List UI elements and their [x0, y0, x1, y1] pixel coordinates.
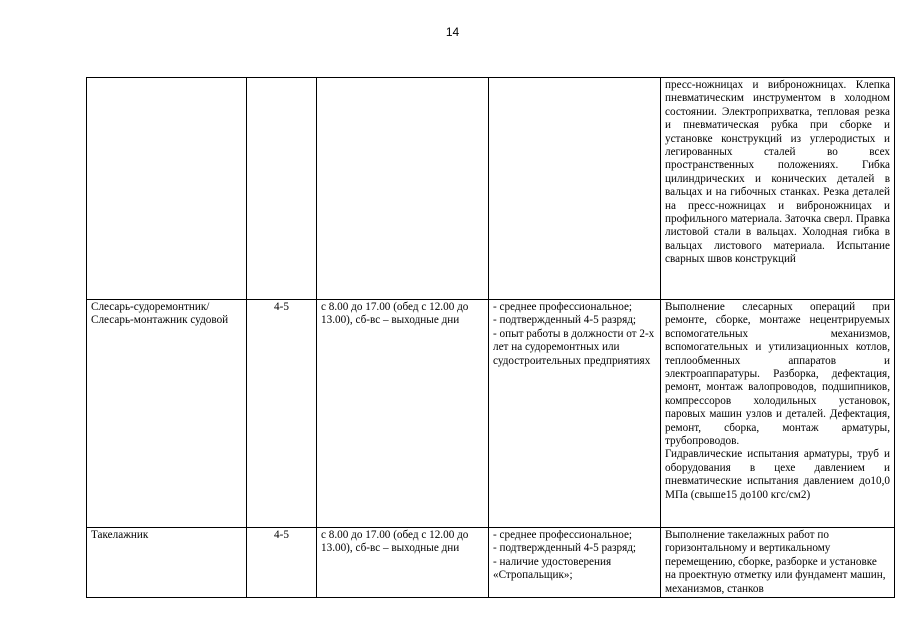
duties-cell: пресс-ножницах и виброножницах. Клепка пневматическим инструментом в холодном состоянии. Электроприхватка, тепловая резка и пневматическая рубка при сборке и установке конструкций из углеродистых и легированных сталей во всех пространственных положениях. Гибка цилиндрических и конических деталей в вальцах и на гибочных станках. Резка деталей на пресс-ножницах и виброножницах и профильного материала. Заточка сверл. Правка листовой стали в вальцах. Холодная гибка в вальцах листового материала. Испытание сварных швов конструкций: [661, 78, 895, 300]
table-row: [87, 78, 895, 300]
requirement-item: - среднее профессиональное;: [493, 529, 633, 541]
schedule-cell: с 8.00 до 17.00 (обед с 12.00 до 13.00), сб-вс – выходные дни: [317, 528, 489, 598]
grade-cell: 4-5: [247, 300, 317, 528]
requirement-item: - подтвержденный 4-5 разряд;: [493, 542, 637, 555]
vacancy-table: [86, 77, 895, 598]
duties-text-extra: Гидравлические испытания арматуры, труб и оборудования в цехе давлением и пневматические испытания давлением до10,0 МПа (свыше15 до100 кгс/см2): [665, 448, 890, 501]
requirement-item: - наличие удостоверения «Стропальщик»;: [493, 555, 612, 582]
schedule-cell: с 8.00 до 17.00 (обед с 12.00 до 13.00), сб-вс – выходные дни: [317, 300, 489, 528]
grade-cell: 4-5: [247, 528, 317, 598]
requirements-cell: [489, 528, 661, 598]
requirements-cell: [489, 300, 661, 528]
duties-cell: Выполнение такелажных работ по горизонтальному и вертикальному перемещению, сборке, разборке и установке на проектную отметку или фундамент машин, механизмов, станков: [661, 528, 895, 598]
requirement-item: - опыт работы в должности от 2-х лет на судоремонтных или судостроительных предприятиях: [493, 327, 655, 367]
duties-text: Выполнение слесарных операций при ремонте, сборке, монтаже нецентрируемых вспомогательных механизмов, вспомогательных и утилизационных котлов, теплообменных аппаратов и электроаппаратуры. Разборка, дефектация, ремонт, монтаж валопроводов, подшипников, компрессоров холодильных установок, паровых машин узлов и деталей. Дефектация, ремонт, сборка, монтаж арматуры, трубопроводов.: [665, 301, 890, 448]
requirement-item: - среднее профессиональное;: [493, 301, 633, 313]
position-cell: Такелажник: [87, 528, 247, 598]
table-row: [87, 300, 895, 528]
table-row: [87, 528, 895, 598]
schedule-cell: [317, 78, 489, 300]
duties-cell: [661, 300, 895, 528]
position-cell: [87, 78, 247, 300]
position-cell: Слесарь-судоремонтник/ Слесарь-монтажник судовой: [87, 300, 247, 528]
requirement-item: - подтвержденный 4-5 разряд;: [493, 314, 637, 327]
grade-cell: [247, 78, 317, 300]
page-number: 14: [445, 25, 460, 39]
requirements-cell: [489, 78, 661, 300]
